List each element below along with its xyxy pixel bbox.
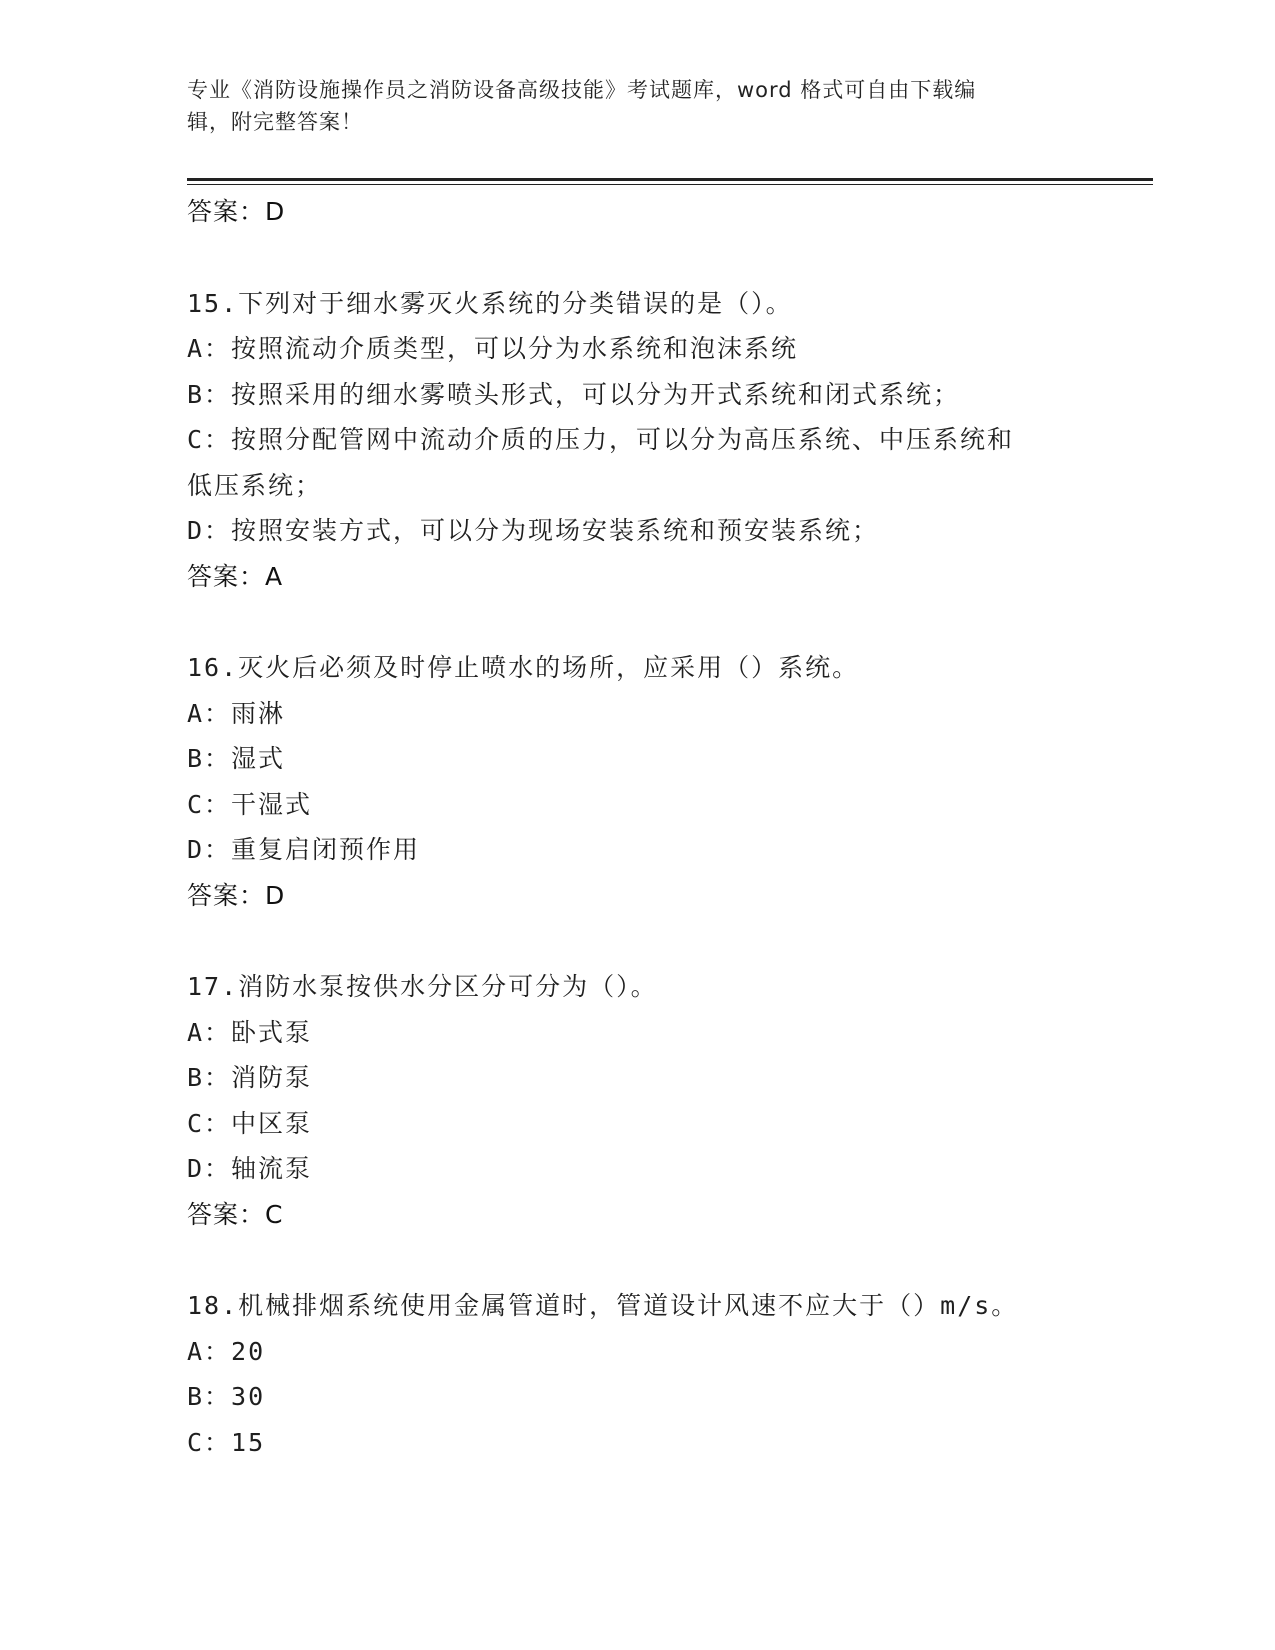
option-line: D：按照安装方式，可以分为现场安装系统和预安装系统； bbox=[187, 516, 880, 545]
question-block bbox=[187, 281, 1087, 600]
question-block bbox=[187, 645, 1087, 918]
header-line-2: 辑，附完整答案！ bbox=[187, 110, 363, 134]
option-line: C：按照分配管网中流动介质的压力，可以分为高压系统、中压系统和 bbox=[187, 425, 1015, 454]
option-line: D：轴流泵 bbox=[187, 1154, 313, 1183]
question-stem: 18.机械排烟系统使用金属管道时，管道设计风速不应大于（）m/s。 bbox=[187, 1291, 1019, 1320]
option-line: D：重复启闭预作用 bbox=[187, 835, 421, 864]
option-line: 低压系统； bbox=[187, 470, 323, 500]
option-line: B：湿式 bbox=[187, 744, 286, 773]
option-line: C：中区泵 bbox=[187, 1108, 313, 1138]
header-divider-thick bbox=[187, 178, 1153, 181]
option-line: A：20 bbox=[187, 1336, 266, 1366]
question-stem: 15.下列对于细水雾灭火系统的分类错误的是（）。 bbox=[187, 288, 793, 318]
answer-line: 答案：A bbox=[187, 561, 284, 591]
answer-line: 答案：C bbox=[187, 1199, 284, 1229]
question-block bbox=[187, 1283, 1087, 1465]
option-line: B：消防泵 bbox=[187, 1063, 313, 1092]
question-stem: 16.灭火后必须及时停止喷水的场所，应采用（）系统。 bbox=[187, 653, 860, 682]
answer-line: 答案：D bbox=[187, 197, 286, 226]
question-list bbox=[187, 185, 1087, 1465]
option-line: A：卧式泵 bbox=[187, 1017, 313, 1047]
question-stem: 17.消防水泵按供水分区分可分为（）。 bbox=[187, 972, 658, 1001]
document-header bbox=[187, 74, 1067, 138]
option-line: B：按照采用的细水雾喷头形式，可以分为开式系统和闭式系统； bbox=[187, 379, 961, 409]
option-line: A：按照流动介质类型，可以分为水系统和泡沫系统 bbox=[187, 334, 799, 363]
header-line-1: 专业《消防设施操作员之消防设备高级技能》考试题库，word 格式可自由下载编 bbox=[187, 78, 977, 102]
question-block bbox=[187, 964, 1087, 1237]
option-line: A：雨淋 bbox=[187, 698, 286, 728]
option-line: C：15 bbox=[187, 1427, 266, 1457]
option-line: B：30 bbox=[187, 1382, 266, 1411]
answer-line: 答案：D bbox=[187, 880, 286, 910]
option-line: C：干湿式 bbox=[187, 789, 313, 819]
